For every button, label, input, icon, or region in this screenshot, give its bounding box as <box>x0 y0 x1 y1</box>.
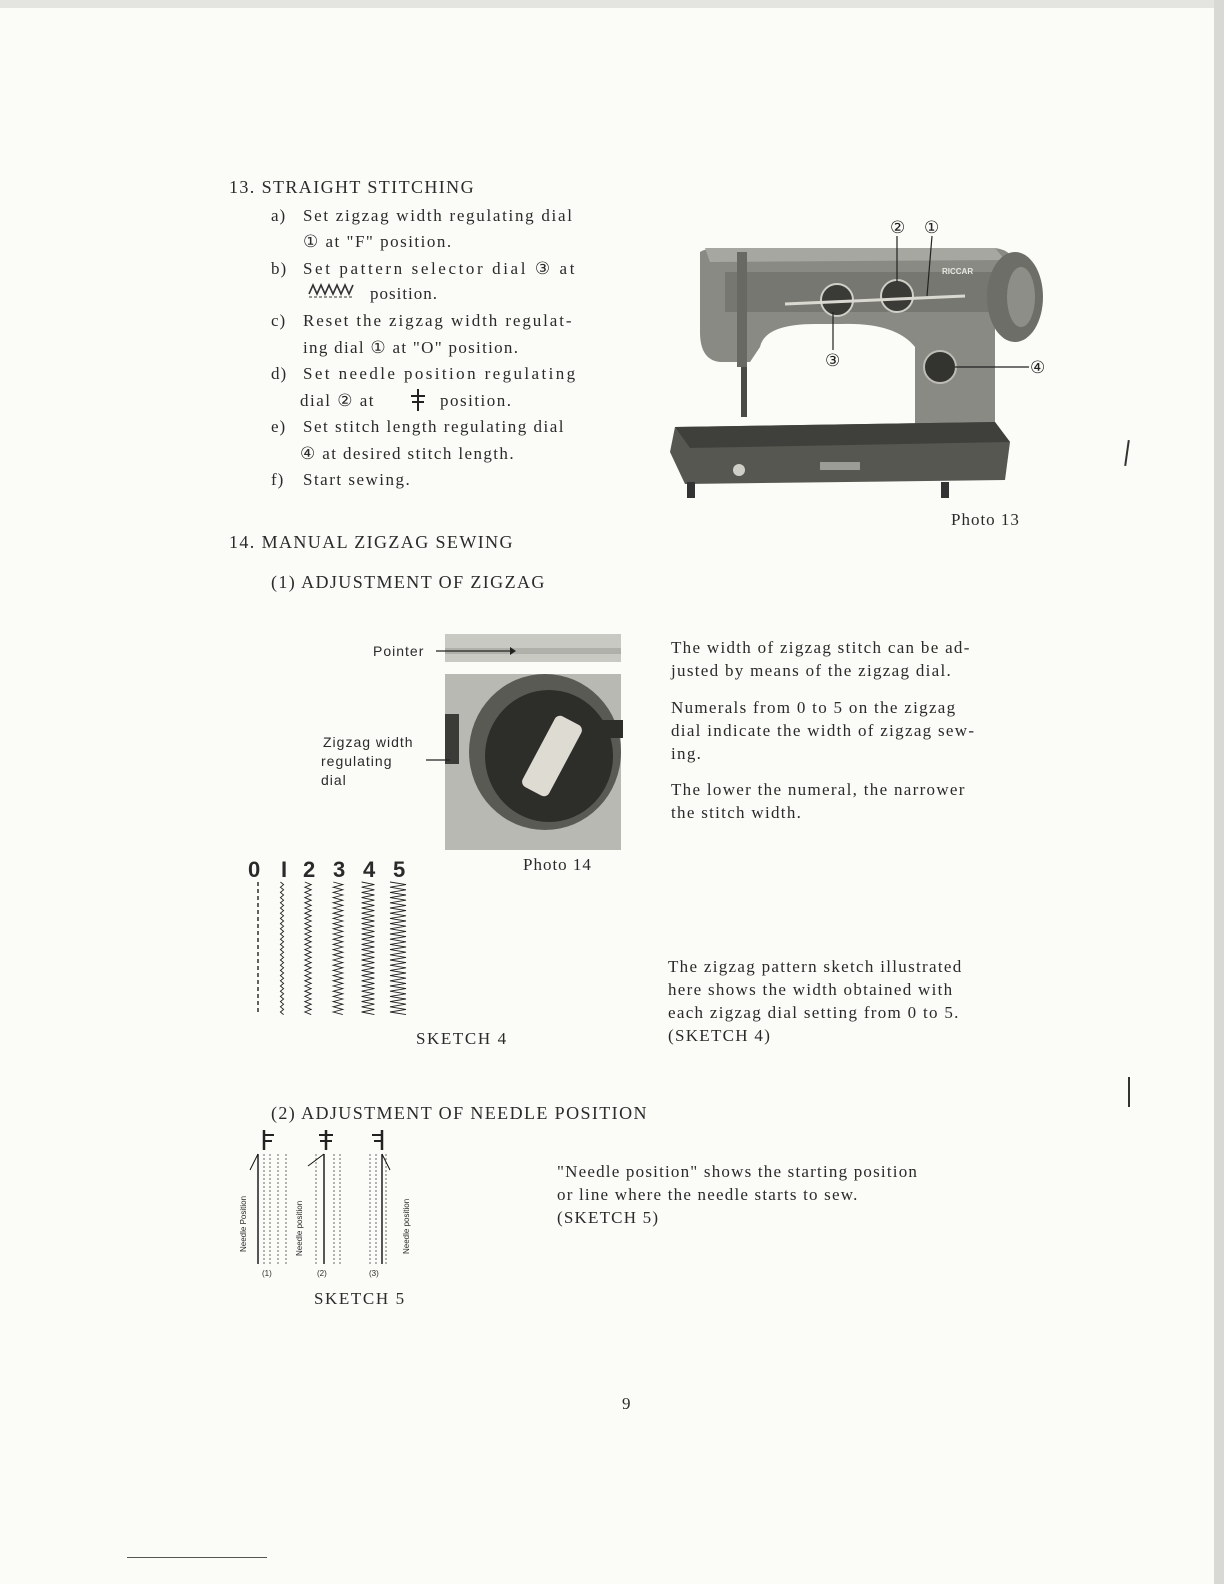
step-marker: f) <box>271 470 285 489</box>
center-needle-position-icon <box>408 388 428 412</box>
subsection-2-heading: (2) ADJUSTMENT OF NEEDLE POSITION <box>271 1103 648 1123</box>
position-marker: (3) <box>369 1269 379 1278</box>
pointer-label: Pointer <box>373 643 425 659</box>
brand-label: RICCAR <box>942 267 974 276</box>
sketch4-numeral: 0 <box>248 857 261 882</box>
photo-14-caption: Photo 14 <box>523 855 592 874</box>
needle-text-line: (SKETCH 5) <box>557 1208 660 1227</box>
stitch-column-2 <box>305 882 311 1015</box>
right-needle-position-icon <box>372 1130 382 1150</box>
dial-label-leader <box>426 758 450 762</box>
position-marker: (2) <box>317 1269 327 1278</box>
step-marker: b) <box>271 259 288 278</box>
step-text: Set stitch length regulating dial <box>303 417 565 436</box>
step-text: Set zigzag width regulating dial <box>303 206 574 225</box>
step-text: Start sewing. <box>303 470 412 489</box>
page-number: 9 <box>622 1394 632 1413</box>
sketch4-numeral: 3 <box>333 857 346 882</box>
dial-label: regulating <box>321 753 393 769</box>
dial-label: dial <box>321 772 347 788</box>
pointer-arrow <box>436 646 516 656</box>
sketch-5-needle-positions <box>234 1128 414 1278</box>
step-text: dial ② at <box>300 391 376 410</box>
step-marker: d) <box>271 364 288 383</box>
sketch4-numeral: 4 <box>363 857 376 882</box>
paragraph-line: Numerals from 0 to 5 on the zigzag <box>671 698 957 717</box>
step-text: ① at "F" position. <box>303 232 453 251</box>
scan-mark <box>1124 440 1130 466</box>
stitch-column-4 <box>362 882 375 1015</box>
sketch-5-caption: SKETCH 5 <box>314 1289 406 1308</box>
paragraph-line: ing. <box>671 744 703 763</box>
callout-1: ① <box>924 218 940 238</box>
paragraph-line: The lower the numeral, the narrower <box>671 780 966 799</box>
step-text: ing dial ① at "O" position. <box>303 338 520 357</box>
page-edge <box>0 0 1224 8</box>
step-text: Set needle position regulating <box>303 364 578 383</box>
step-text: ④ at desired stitch length. <box>300 444 515 463</box>
step-text: Set pattern selector dial ③ at <box>303 259 578 278</box>
sketch-4-zigzag-widths <box>246 880 426 1020</box>
dial-label: Zigzag width <box>323 734 414 750</box>
needle-position-label: Needle Position <box>239 1195 248 1252</box>
sketch-text-line: each zigzag dial setting from 0 to 5. <box>668 1003 960 1022</box>
sketch-text-line: (SKETCH 4) <box>668 1026 772 1045</box>
paragraph-line: dial indicate the width of zigzag sew- <box>671 721 976 740</box>
needle-text-line: "Needle position" shows the starting position <box>557 1162 919 1181</box>
step-marker: c) <box>271 311 287 330</box>
step-text: Reset the zigzag width regulat- <box>303 311 574 330</box>
sketch-text-line: The zigzag pattern sketch illustrated <box>668 957 963 976</box>
sketch4-numeral: 2 <box>303 857 316 882</box>
sketch4-numeral: 5 <box>393 857 406 882</box>
subsection-1-heading: (1) ADJUSTMENT OF ZIGZAG <box>271 572 546 592</box>
sewing-machine-photo <box>665 212 1055 502</box>
zigzag-dial-photo <box>445 634 625 850</box>
stitch-column-I <box>280 882 283 1015</box>
needle-text-line: or line where the needle starts to sew. <box>557 1185 859 1204</box>
zigzag-pattern-icon <box>308 282 356 298</box>
photo-13-caption: Photo 13 <box>951 510 1020 529</box>
callout-2: ② <box>890 218 906 238</box>
step-text: position. <box>440 391 513 410</box>
scan-mark <box>1128 1077 1130 1107</box>
scan-line <box>127 1557 267 1558</box>
stitch-column-5 <box>390 882 406 1015</box>
center-needle-position-icon <box>319 1130 333 1150</box>
sketch-4-caption: SKETCH 4 <box>416 1029 508 1048</box>
step-marker: e) <box>271 417 287 436</box>
needle-position-label: Needle position <box>295 1200 304 1256</box>
section-14-heading: 14. MANUAL ZIGZAG SEWING <box>229 532 514 552</box>
sketch-text-line: here shows the width obtained with <box>668 980 954 999</box>
paragraph-line: the stitch width. <box>671 803 803 822</box>
section-13-heading: 13. STRAIGHT STITCHING <box>229 177 475 197</box>
callout-3: ③ <box>825 351 841 371</box>
position-marker: (1) <box>262 1269 272 1278</box>
callout-4: ④ <box>1030 358 1046 378</box>
stitch-column-3 <box>333 882 343 1015</box>
left-needle-position-icon <box>264 1130 274 1150</box>
needle-position-label: Needle position <box>402 1198 411 1254</box>
paragraph-line: justed by means of the zigzag dial. <box>671 661 953 680</box>
sketch4-numeral: I <box>281 857 288 882</box>
step-text: position. <box>370 284 439 303</box>
page-edge-right <box>1214 0 1224 1584</box>
paragraph-line: The width of zigzag stitch can be ad- <box>671 638 971 657</box>
step-marker: a) <box>271 206 287 225</box>
